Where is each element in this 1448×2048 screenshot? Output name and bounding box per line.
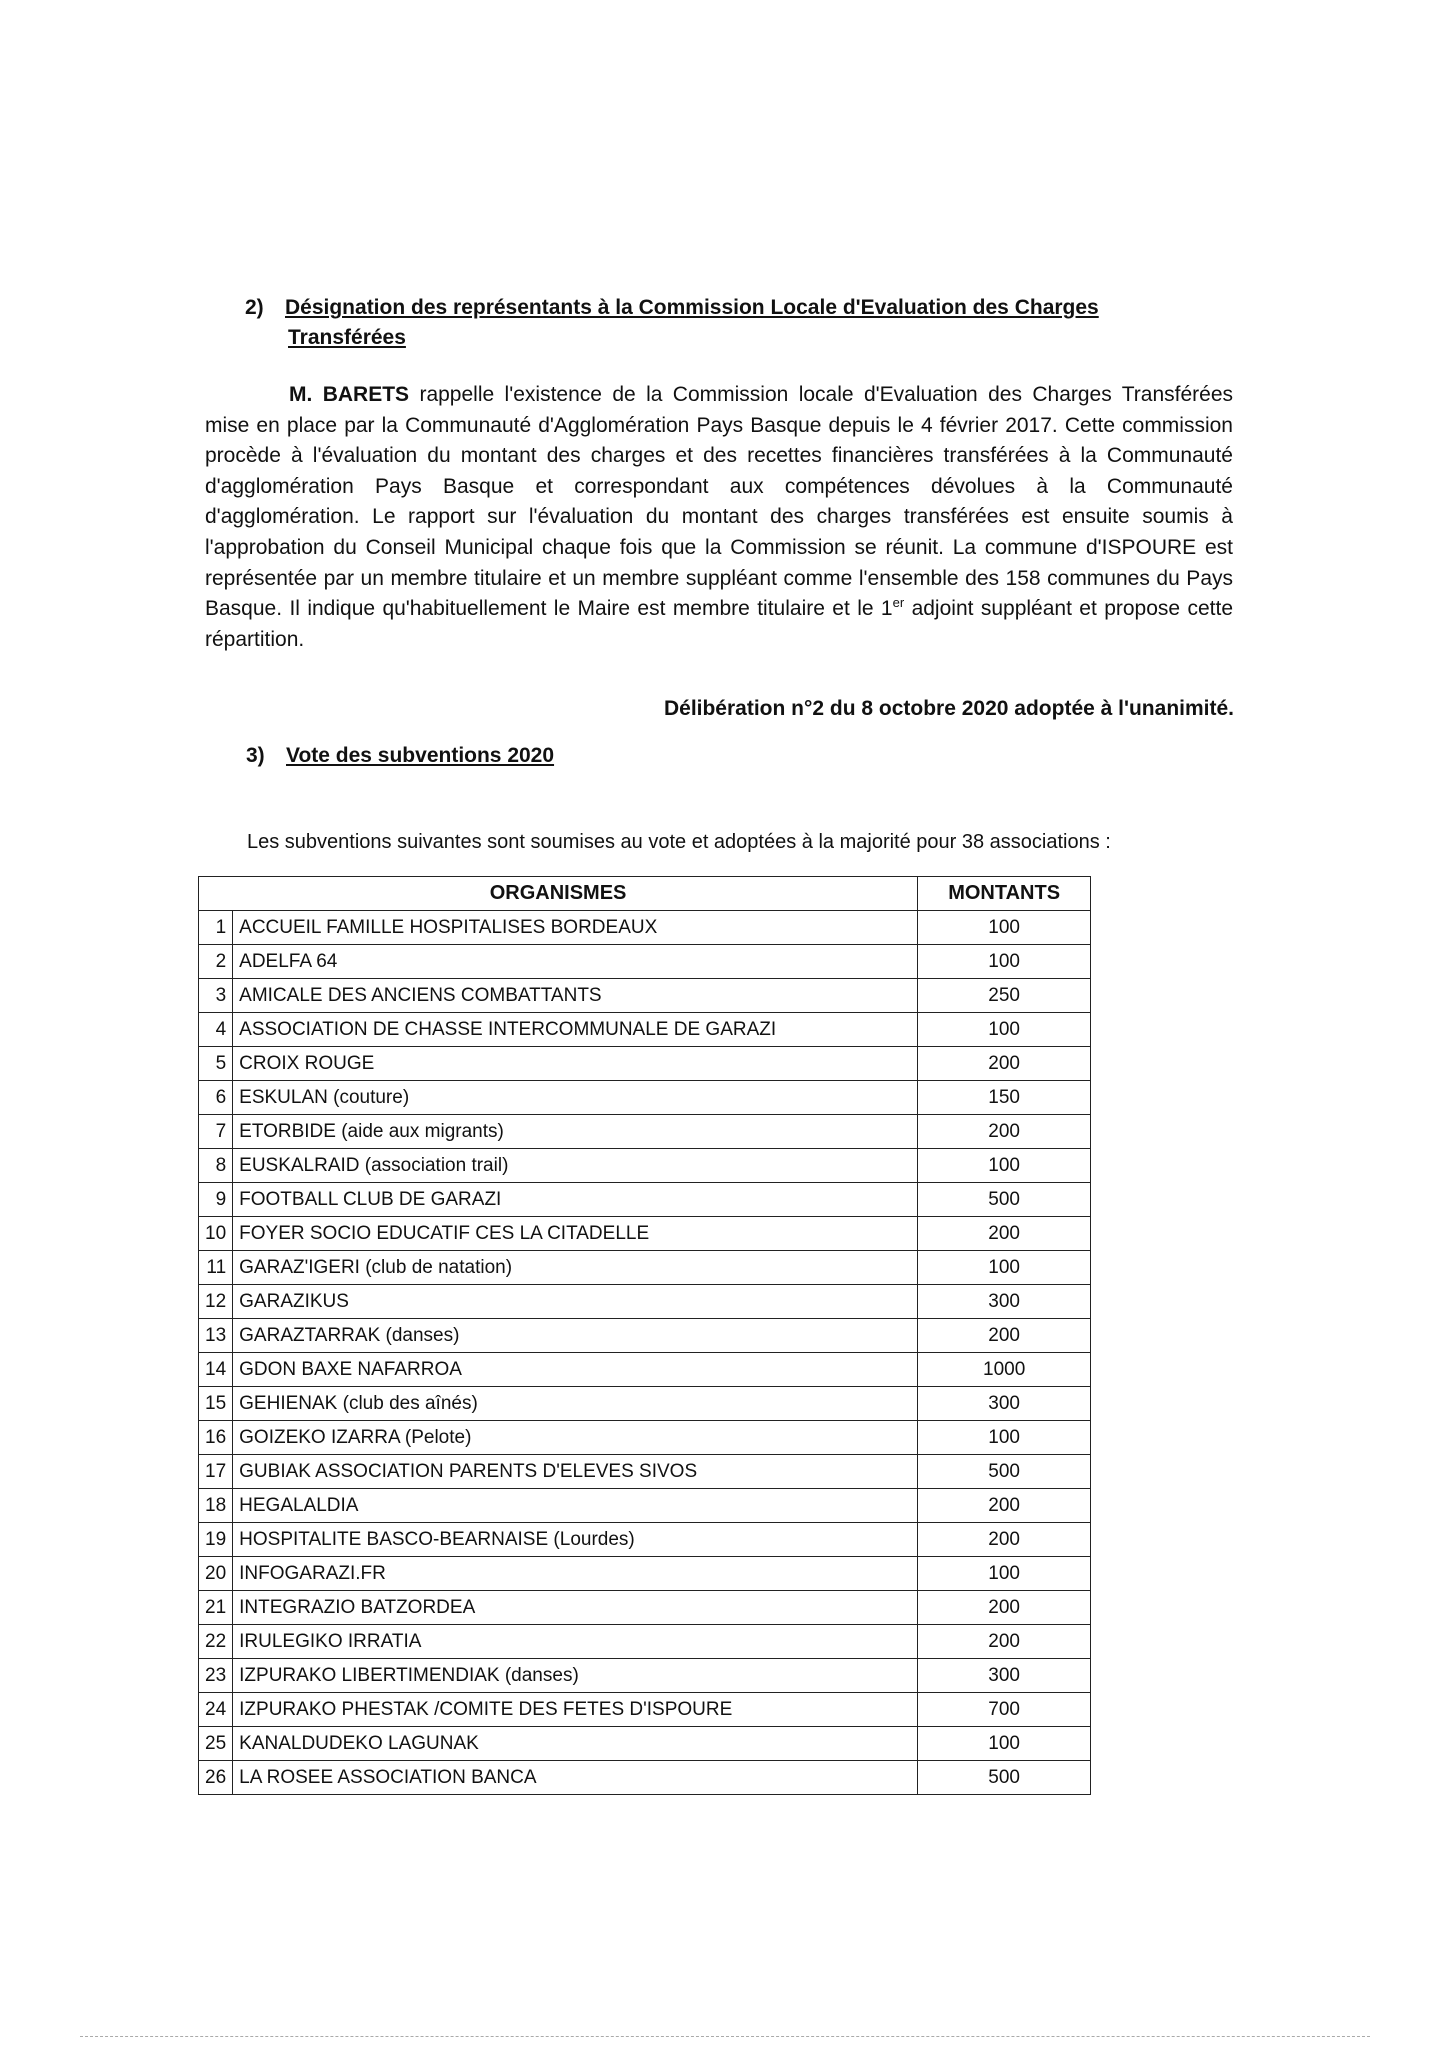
montant-value: 200 [918,1319,1091,1353]
row-number: 1 [199,911,233,945]
section-2-number: 2) [245,296,264,319]
row-number: 16 [199,1421,233,1455]
table-row [199,1523,1091,1557]
organisme-name: INTEGRAZIO BATZORDEA [233,1591,918,1625]
row-number: 9 [199,1183,233,1217]
table-row [199,1353,1091,1387]
montant-value: 200 [918,1217,1091,1251]
row-number: 7 [199,1115,233,1149]
organisme-name: IZPURAKO LIBERTIMENDIAK (danses) [233,1659,918,1693]
table-row [199,1625,1091,1659]
row-number: 18 [199,1489,233,1523]
subsidies-intro: Les subventions suivantes sont soumises au vote et adoptées à la majorité pour 38 associations : [247,831,1111,853]
table-body [199,911,1091,1795]
table-row [199,1013,1091,1047]
row-number: 23 [199,1659,233,1693]
organisme-name: AMICALE DES ANCIENS COMBATTANTS [233,979,918,1013]
organisme-name: GARAZ'IGERI (club de natation) [233,1251,918,1285]
row-number: 3 [199,979,233,1013]
table-row [199,1149,1091,1183]
montant-value: 100 [918,1013,1091,1047]
montant-value: 100 [918,1251,1091,1285]
section-2-heading [245,294,1235,322]
page-footer-line [80,2036,1370,2037]
table-row [199,1285,1091,1319]
table-row [199,1761,1091,1795]
montant-value: 200 [918,1047,1091,1081]
montant-value: 200 [918,1523,1091,1557]
table-row [199,1455,1091,1489]
organisme-name: GOIZEKO IZARRA (Pelote) [233,1421,918,1455]
montant-value: 100 [918,1149,1091,1183]
subsidies-table [198,876,1091,1795]
organisme-name: ADELFA 64 [233,945,918,979]
speaker-name: M. BARETS [289,383,410,406]
row-number: 21 [199,1591,233,1625]
organisme-name: ETORBIDE (aide aux migrants) [233,1115,918,1149]
header-montants: MONTANTS [918,877,1091,911]
organisme-name: GARAZTARRAK (danses) [233,1319,918,1353]
row-number: 4 [199,1013,233,1047]
table-row [199,1591,1091,1625]
row-number: 14 [199,1353,233,1387]
table-row [199,1115,1091,1149]
section-3-title: Vote des subventions 2020 [286,744,555,767]
organisme-name: GDON BAXE NAFARROA [233,1353,918,1387]
table-row [199,1183,1091,1217]
table-row [199,1727,1091,1761]
montant-value: 700 [918,1693,1091,1727]
table-row [199,911,1091,945]
deliberation-statement: Délibération n°2 du 8 octobre 2020 adoptée à l'unanimité. [663,697,1234,720]
section-2-title: Désignation des représentants à la Commission Locale d'Evaluation des Charges [285,296,1099,319]
table-row [199,1489,1091,1523]
row-number: 10 [199,1217,233,1251]
table-row [199,1659,1091,1693]
montant-value: 100 [918,1727,1091,1761]
montant-value: 200 [918,1625,1091,1659]
row-number: 15 [199,1387,233,1421]
header-organismes: ORGANISMES [199,877,918,911]
organisme-name: IZPURAKO PHESTAK /COMITE DES FETES D'ISPOURE [233,1693,918,1727]
montant-value: 200 [918,1115,1091,1149]
montant-value: 100 [918,1557,1091,1591]
table-row [199,1421,1091,1455]
organisme-name: FOOTBALL CLUB DE GARAZI [233,1183,918,1217]
montant-value: 300 [918,1285,1091,1319]
row-number: 17 [199,1455,233,1489]
row-number: 20 [199,1557,233,1591]
organisme-name: ESKULAN (couture) [233,1081,918,1115]
row-number: 6 [199,1081,233,1115]
organisme-name: GEHIENAK (club des aînés) [233,1387,918,1421]
organisme-name: HEGALALDIA [233,1489,918,1523]
table-row [199,1081,1091,1115]
organisme-name: EUSKALRAID (association trail) [233,1149,918,1183]
montant-value: 500 [918,1183,1091,1217]
montant-value: 100 [918,911,1091,945]
table-row [199,1557,1091,1591]
organisme-name: GUBIAK ASSOCIATION PARENTS D'ELEVES SIVOS [233,1455,918,1489]
table-row [199,1387,1091,1421]
row-number: 13 [199,1319,233,1353]
section-2-paragraph [205,380,1233,655]
row-number: 26 [199,1761,233,1795]
montant-value: 300 [918,1387,1091,1421]
row-number: 12 [199,1285,233,1319]
section-3-number: 3) [246,744,265,767]
montant-value: 150 [918,1081,1091,1115]
montant-value: 500 [918,1455,1091,1489]
organisme-name: FOYER SOCIO EDUCATIF CES LA CITADELLE [233,1217,918,1251]
montant-value: 250 [918,979,1091,1013]
montant-value: 100 [918,1421,1091,1455]
organisme-name: KANALDUDEKO LAGUNAK [233,1727,918,1761]
montant-value: 500 [918,1761,1091,1795]
organisme-name: IRULEGIKO IRRATIA [233,1625,918,1659]
section-3-heading [246,742,554,770]
organisme-name: LA ROSEE ASSOCIATION BANCA [233,1761,918,1795]
table-row [199,979,1091,1013]
montant-value: 100 [918,945,1091,979]
montant-value: 1000 [918,1353,1091,1387]
organisme-name: HOSPITALITE BASCO-BEARNAISE (Lourdes) [233,1523,918,1557]
row-number: 19 [199,1523,233,1557]
paragraph-end: adjoint suppléant et propose cette répartition. [205,597,1234,651]
table-row [199,1319,1091,1353]
row-number: 5 [199,1047,233,1081]
row-number: 2 [199,945,233,979]
montant-value: 200 [918,1489,1091,1523]
table-row [199,1251,1091,1285]
organisme-name: CROIX ROUGE [233,1047,918,1081]
paragraph-body: rappelle l'existence de la Commission locale d'Evaluation des Charges Transférées mise en place par la Communauté d'Agglomération Pays Basque depuis le 4 février 2017. Cette commission procède à l'évaluation du montant des charges et des recettes financières transférées à la Communauté d'agglomération Pays Basque et correspondant aux compétences dévolues à la Communauté d'agglomération. Le rapport sur l'évaluation du montant des charges transférées est ensuite soumis à l'approbation du Conseil Municipal chaque fois que la Commission se réunit. La commune d'ISPOURE est représentée par un membre titulaire et un membre suppléant comme l'ensemble des 158 communes du Pays Basque. Il indique qu'habituellement le Maire est membre titulaire et le 1 [205,383,1233,621]
table-row [199,1693,1091,1727]
table-row [199,945,1091,979]
row-number: 8 [199,1149,233,1183]
table-row [199,1217,1091,1251]
row-number: 24 [199,1693,233,1727]
montant-value: 200 [918,1591,1091,1625]
table-header-row [199,877,1091,911]
row-number: 11 [199,1251,233,1285]
organisme-name: GARAZIKUS [233,1285,918,1319]
ordinal-superscript: er [892,595,905,611]
organisme-name: INFOGARAZI.FR [233,1557,918,1591]
row-number: 22 [199,1625,233,1659]
organisme-name: ASSOCIATION DE CHASSE INTERCOMMUNALE DE GARAZI [233,1013,918,1047]
montant-value: 300 [918,1659,1091,1693]
row-number: 25 [199,1727,233,1761]
table-row [199,1047,1091,1081]
section-2-title-continued: Transférées [288,326,406,349]
organisme-name: ACCUEIL FAMILLE HOSPITALISES BORDEAUX [233,911,918,945]
